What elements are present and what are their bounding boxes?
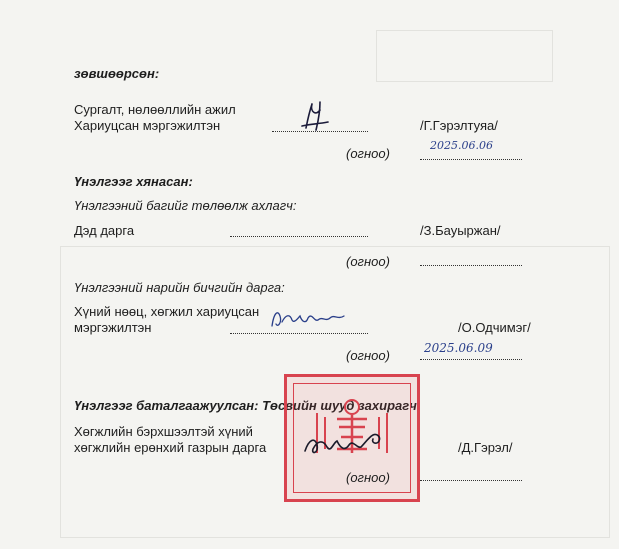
reviewer-title: Дэд дарга bbox=[74, 223, 135, 238]
reviewers-subheading: Үнэлгээний багийг төлөөлж ахлагч: bbox=[74, 198, 297, 213]
secretary-title-line2: мэргэжилтэн bbox=[74, 320, 152, 335]
approver-name: /Г.Гэрэлтуяа/ bbox=[420, 118, 498, 133]
reviewer-date-line bbox=[420, 265, 522, 266]
approver-signature bbox=[298, 98, 334, 134]
reviewer-signature-line bbox=[230, 236, 368, 237]
approver-date-label: (огноо) bbox=[346, 146, 390, 161]
approver-date-line bbox=[420, 159, 522, 160]
approved-heading: зөвшөөрсөн: bbox=[74, 66, 160, 81]
reviewed-heading: Үнэлгээг хянасан: bbox=[74, 174, 193, 189]
confirmer-signature bbox=[301, 427, 391, 461]
reverse-top-box-ghost bbox=[376, 30, 553, 82]
reviewer-date-label: (огноо) bbox=[346, 254, 390, 269]
confirmed-name: /Д.Гэрэл/ bbox=[458, 440, 513, 455]
secretary-date-label: (огноо) bbox=[346, 348, 390, 363]
approver-date: 2025.06.06 bbox=[430, 139, 493, 152]
secretary-title-line1: Хүний нөөц, хөгжил хариуцсан bbox=[74, 304, 260, 319]
secretary-name: /О.Одчимэг/ bbox=[458, 320, 531, 335]
confirmed-title-line2: хөгжлийн ерөнхий газрын дарга bbox=[74, 440, 267, 455]
confirmed-date-label: (огноо) bbox=[346, 470, 390, 485]
confirmed-title-line1: Хөгжлийн бэрхшээлтэй хүний bbox=[74, 424, 253, 439]
approver-title-line1: Сургалт, нөлөөллийн ажил bbox=[74, 102, 236, 117]
approver-title-line2: Хариуцсан мэргэжилтэн bbox=[74, 118, 221, 133]
secretary-signature bbox=[268, 304, 348, 334]
secretary-date: 2025.06.09 bbox=[424, 341, 493, 355]
secretary-subheading: Үнэлгээний нарийн бичгийн дарга: bbox=[74, 280, 285, 295]
reviewer-name: /З.Бауыржан/ bbox=[420, 223, 501, 238]
confirmed-date-line bbox=[420, 480, 522, 481]
confirmed-heading: Үнэлгээг баталгаажуулсан: Төсвийн шууд захирагч bbox=[74, 398, 417, 413]
secretary-date-line bbox=[420, 359, 522, 360]
